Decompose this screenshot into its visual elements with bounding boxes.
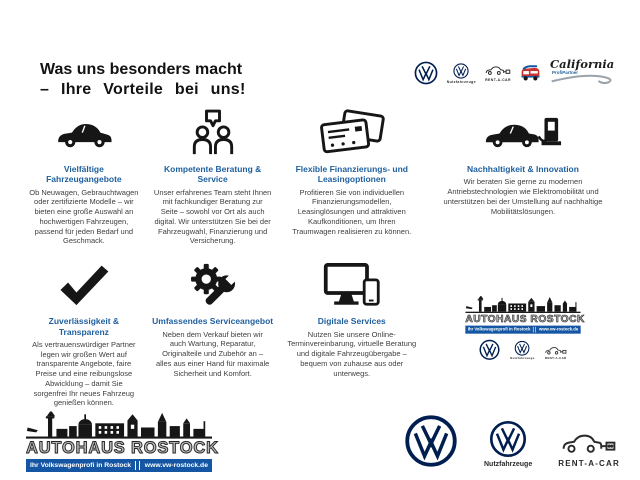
vw-logo-icon bbox=[515, 341, 531, 357]
nutzfahrzeuge-label: Nutzfahrzeuge bbox=[446, 79, 476, 84]
dealer-name: AUTOHAUS ROSTOCK bbox=[26, 439, 219, 457]
feature-body: Nutzen Sie unsere Online-Terminvereinbarung, virtuelle Beratung und digitale Fahrzeugübergabe – bequem von zuhause aus oder unterwegs. bbox=[287, 329, 417, 378]
rent-a-car-logo bbox=[558, 431, 620, 468]
feature-heading: Kompetente Beratung & Service bbox=[163, 164, 262, 185]
checkmark-icon bbox=[57, 264, 111, 306]
rent-a-car-icon bbox=[545, 346, 567, 357]
feature-service bbox=[152, 258, 274, 408]
rent-a-car-logo bbox=[485, 64, 511, 82]
monitor-phone-icon bbox=[322, 261, 382, 310]
feature-reliability bbox=[26, 258, 142, 408]
feature-heading: Umfassendes Serviceangebot bbox=[152, 316, 274, 327]
profipartner-label: ProfiPartner bbox=[552, 70, 579, 75]
feature-heading: Vielfältige Fahrzeugangebote bbox=[46, 164, 122, 185]
bar-separator bbox=[533, 327, 536, 333]
rent-a-car-icon bbox=[485, 64, 511, 77]
nutzfahrzeuge-label: Nutzfahrzeuge bbox=[483, 461, 533, 468]
title-line-1: Was uns besonders macht bbox=[40, 61, 243, 78]
dealer-website: www.vw-rostock.de bbox=[144, 462, 208, 469]
feature-body: Als vertrauenswürdiger Partner legen wir großen Wert auf transparente Angebote, faire Preise und eine reibungslose Abwicklung – damit Sie sorgenfrei Ihr neues Fahrzeug genießen können. bbox=[32, 339, 136, 408]
california-camper-icon bbox=[520, 65, 541, 82]
feature-body: Neben dem Verkauf bieten wir auch Wartung, Reparatur, Originalteile und Zubehör an – alles aus einer Hand für maximale Sicherheit und Komfort. bbox=[155, 329, 270, 378]
page-title bbox=[40, 60, 246, 100]
vw-nutzfahrzeuge-logo bbox=[484, 420, 532, 468]
dealer-logo-large bbox=[26, 408, 219, 472]
feature-body: Unser erfahrenes Team steht Ihnen mit fachkundiger Beratung zur Seite – sowohl vor Ort als auch digital. Wir unterstützen Sie bei der Fahrzeugwahl, Finanzierung und Versicherung. bbox=[153, 187, 272, 246]
feature-heading: Flexible Finanzierungs- und Leasingoptionen bbox=[295, 164, 408, 185]
feature-financing bbox=[284, 106, 420, 246]
dealer-tagline: Ihr Volkswagenprofi in Rostock bbox=[30, 462, 132, 469]
feature-body: Ob Neuwagen, Gebrauchtwagen oder zertifizierte Modelle – wir bieten eine große Auswahl an hochwertigen Fahrzeugen, passend für jeden Bedarf und Geschmack. bbox=[29, 187, 139, 246]
rent-a-car-logo bbox=[545, 346, 567, 361]
feature-heading: Zuverlässigkeit & Transparenz bbox=[48, 316, 120, 337]
dealer-bar bbox=[465, 326, 580, 334]
california-label: California bbox=[550, 57, 615, 71]
footer-brand-logos bbox=[404, 414, 620, 468]
rent-a-car-label: RENT-A-CAR bbox=[558, 459, 620, 468]
electric-car-charging-icon bbox=[482, 112, 564, 155]
rostock-skyline-icon bbox=[26, 408, 212, 440]
car-icon bbox=[53, 118, 115, 149]
gear-wrench-icon bbox=[186, 258, 240, 312]
vw-nutzfahrzeuge-logo bbox=[447, 63, 476, 84]
feature-digital bbox=[284, 258, 420, 408]
dealer-tagline: Ihr Volkswagenprofi in Rostock bbox=[467, 327, 531, 333]
dealer-website: www.vw-rostock.de bbox=[538, 327, 579, 333]
nutzfahrzeuge-label: Nutzfahrzeuge bbox=[510, 357, 535, 361]
dealer-bar bbox=[26, 459, 212, 472]
dealer-brand-logos bbox=[465, 339, 580, 360]
feature-heading: Nachhaltigkeit & Innovation bbox=[467, 164, 579, 174]
vw-logo-icon bbox=[414, 61, 438, 85]
vw-logo-icon bbox=[404, 414, 458, 468]
rent-a-car-label: RENT-A-CAR bbox=[485, 78, 511, 82]
bar-separator bbox=[135, 461, 140, 470]
feature-body: Profitieren Sie von individuellen Finanzierungsmodellen, Leasinglösungen und attraktiven Kaufkonditionen, um Ihren Traumwagen realisieren zu können. bbox=[292, 187, 412, 236]
feature-body: Wir beraten Sie gerne zu modernen Antriebstechnologien wie Elektromobilität und unterstützen bei der Umstellung auf nachhaltige Mobilitätslösungen. bbox=[443, 177, 603, 216]
vw-logo-icon bbox=[479, 339, 500, 360]
rent-a-car-label: RENT-A-CAR bbox=[544, 357, 567, 361]
dealer-name: AUTOHAUS ROSTOCK bbox=[465, 313, 585, 325]
vw-logo-icon bbox=[453, 63, 469, 79]
rent-a-car-icon bbox=[561, 431, 617, 456]
feature-vehicle-range bbox=[26, 106, 142, 246]
feature-consulting bbox=[152, 106, 274, 246]
swoosh-icon bbox=[550, 71, 618, 85]
features-grid bbox=[26, 106, 616, 408]
dealer-logo-small bbox=[430, 258, 616, 408]
vw-logo-icon bbox=[489, 420, 527, 458]
california-profipartner-logo bbox=[550, 58, 618, 88]
feature-heading: Digitale Services bbox=[317, 316, 386, 327]
banknotes-icon bbox=[317, 107, 387, 159]
vw-nutzfahrzeuge-logo bbox=[510, 341, 535, 361]
header-brand-logos bbox=[414, 58, 618, 88]
feature-sustainability bbox=[430, 106, 616, 246]
rostock-skyline-icon bbox=[465, 294, 580, 314]
title-line-2: – Ihre Vorteile bei uns! bbox=[40, 81, 246, 98]
consultation-people-icon bbox=[187, 107, 239, 159]
